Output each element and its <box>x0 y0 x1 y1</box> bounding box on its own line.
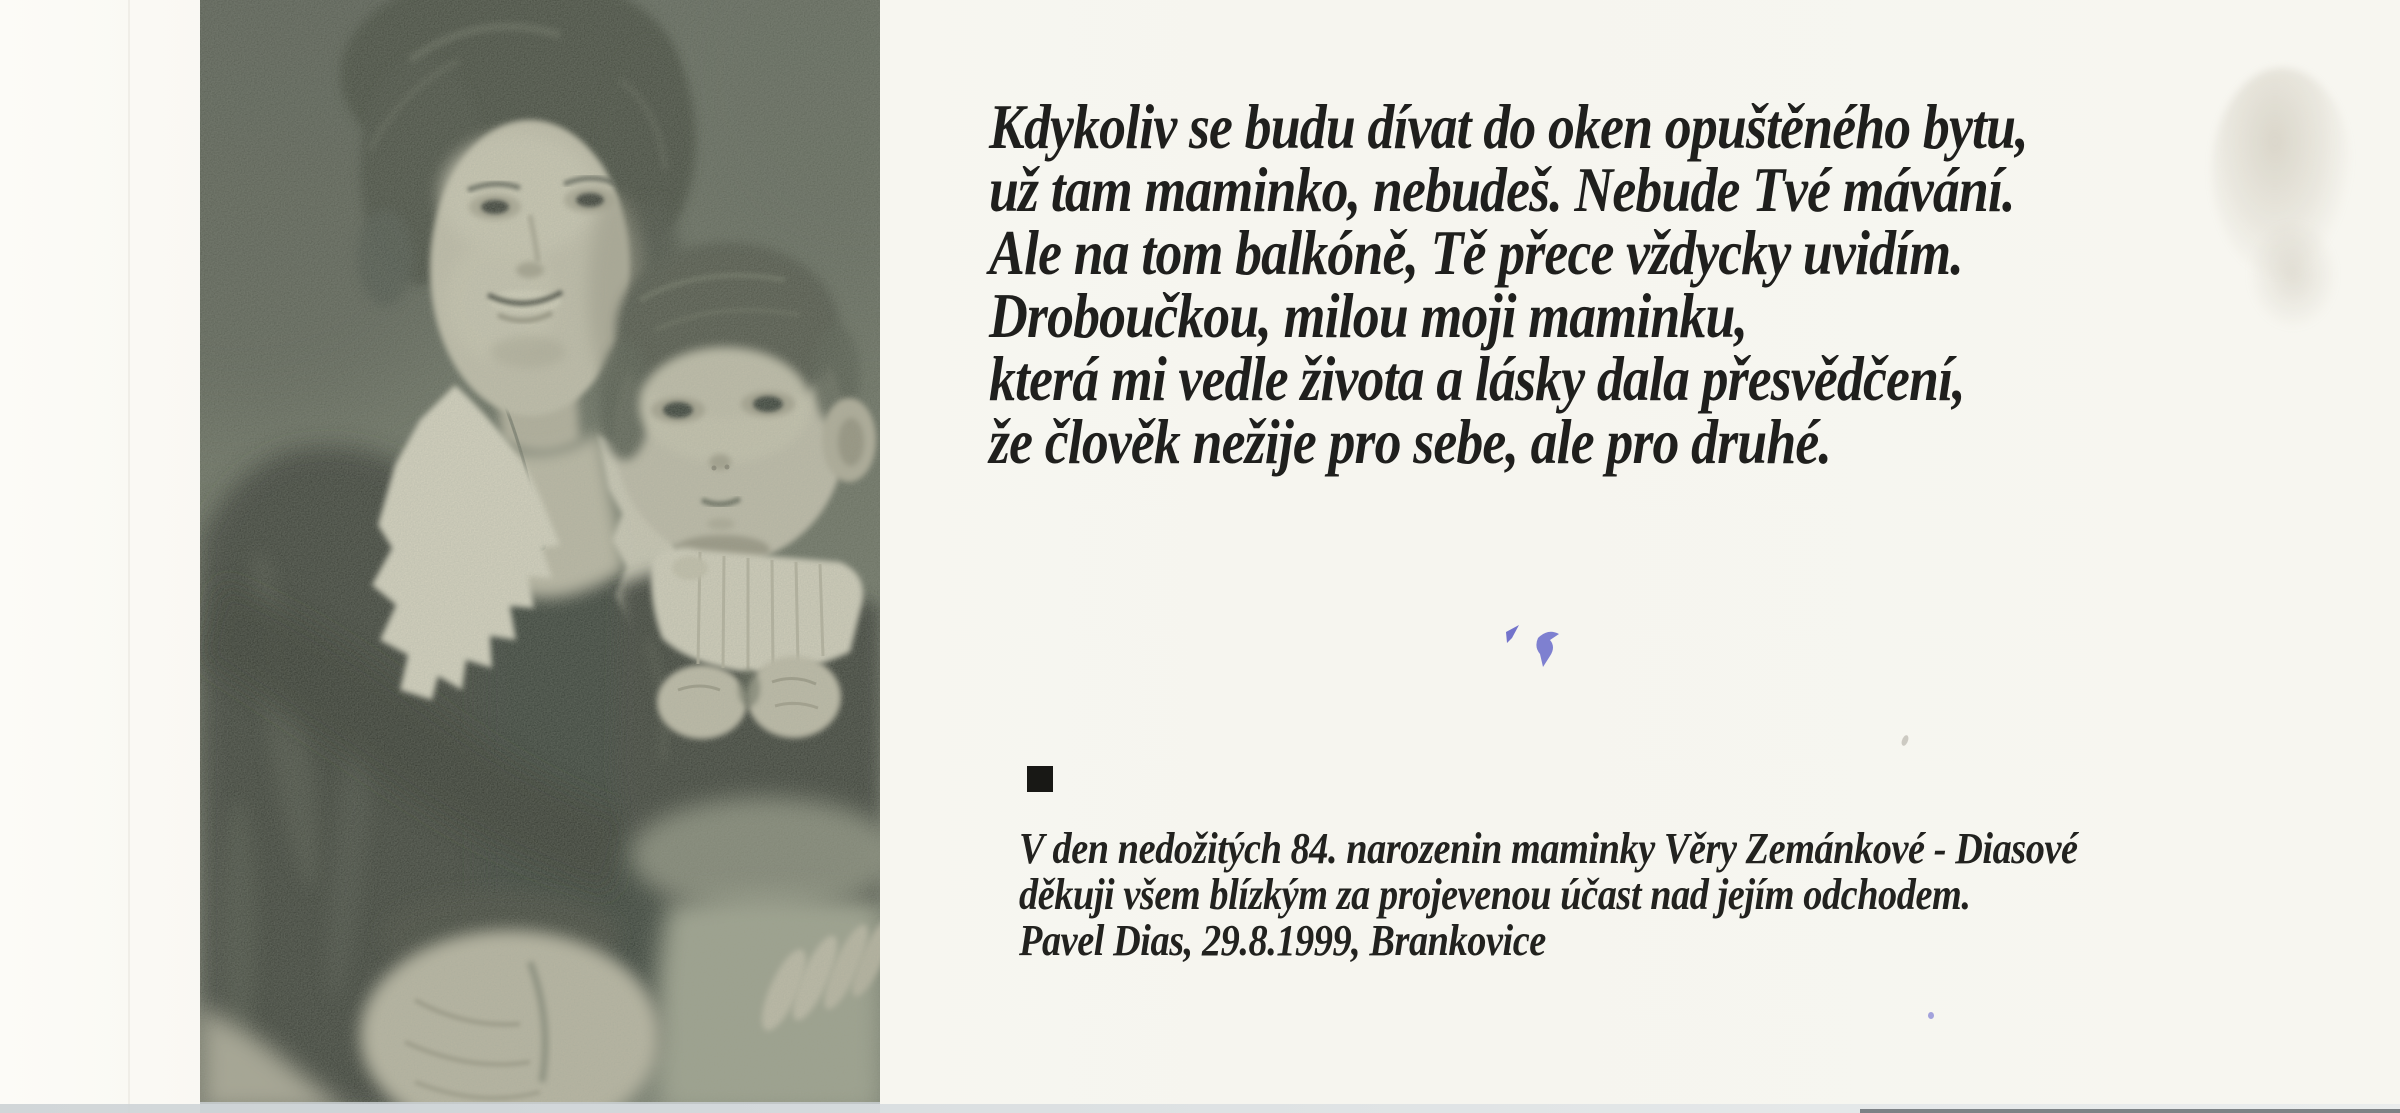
blue-ink-speck <box>1928 1012 1934 1019</box>
paper-speck <box>1901 734 1909 746</box>
dedication-line: V den nedožitých 84. narozenin maminky Věry Zemánkové - Diasové <box>1019 824 2078 873</box>
mother-and-child-photograph <box>200 0 880 1113</box>
black-square-marker <box>1027 766 1053 792</box>
poem-line: Droboučkou, milou moji maminku, <box>989 280 1748 351</box>
poem-line: Kdykoliv se budu dívat do oken opuštěného bytu, <box>989 91 2028 162</box>
poem-line: už tam maminko, nebudeš. Nebude Tvé mávání. <box>989 154 2015 225</box>
poem-line: Ale na tom balkóně, Tě přece vždycky uvidím. <box>989 217 1963 288</box>
scan-bottom-edge-shadow <box>1860 1109 2400 1113</box>
poem-line: že člověk nežije pro sebe, ale pro druhé. <box>989 406 1832 477</box>
dedication-block <box>1019 826 2236 964</box>
poem-line: která mi vedle života a lásky dala přesvědčení, <box>989 343 1965 414</box>
dedication-signature-line: Pavel Dias, 29.8.1999, Brankovice <box>1019 916 1546 965</box>
dedication-line: děkuji všem blízkým za projevenou účast nad jejím odchodem. <box>1019 870 1971 919</box>
scan-crease-line <box>128 0 130 1113</box>
paper-smudge-tail <box>2248 220 2338 330</box>
poem-block <box>989 91 2226 477</box>
blue-ink-marks <box>1492 612 1588 676</box>
photo-illustration <box>200 0 880 1113</box>
